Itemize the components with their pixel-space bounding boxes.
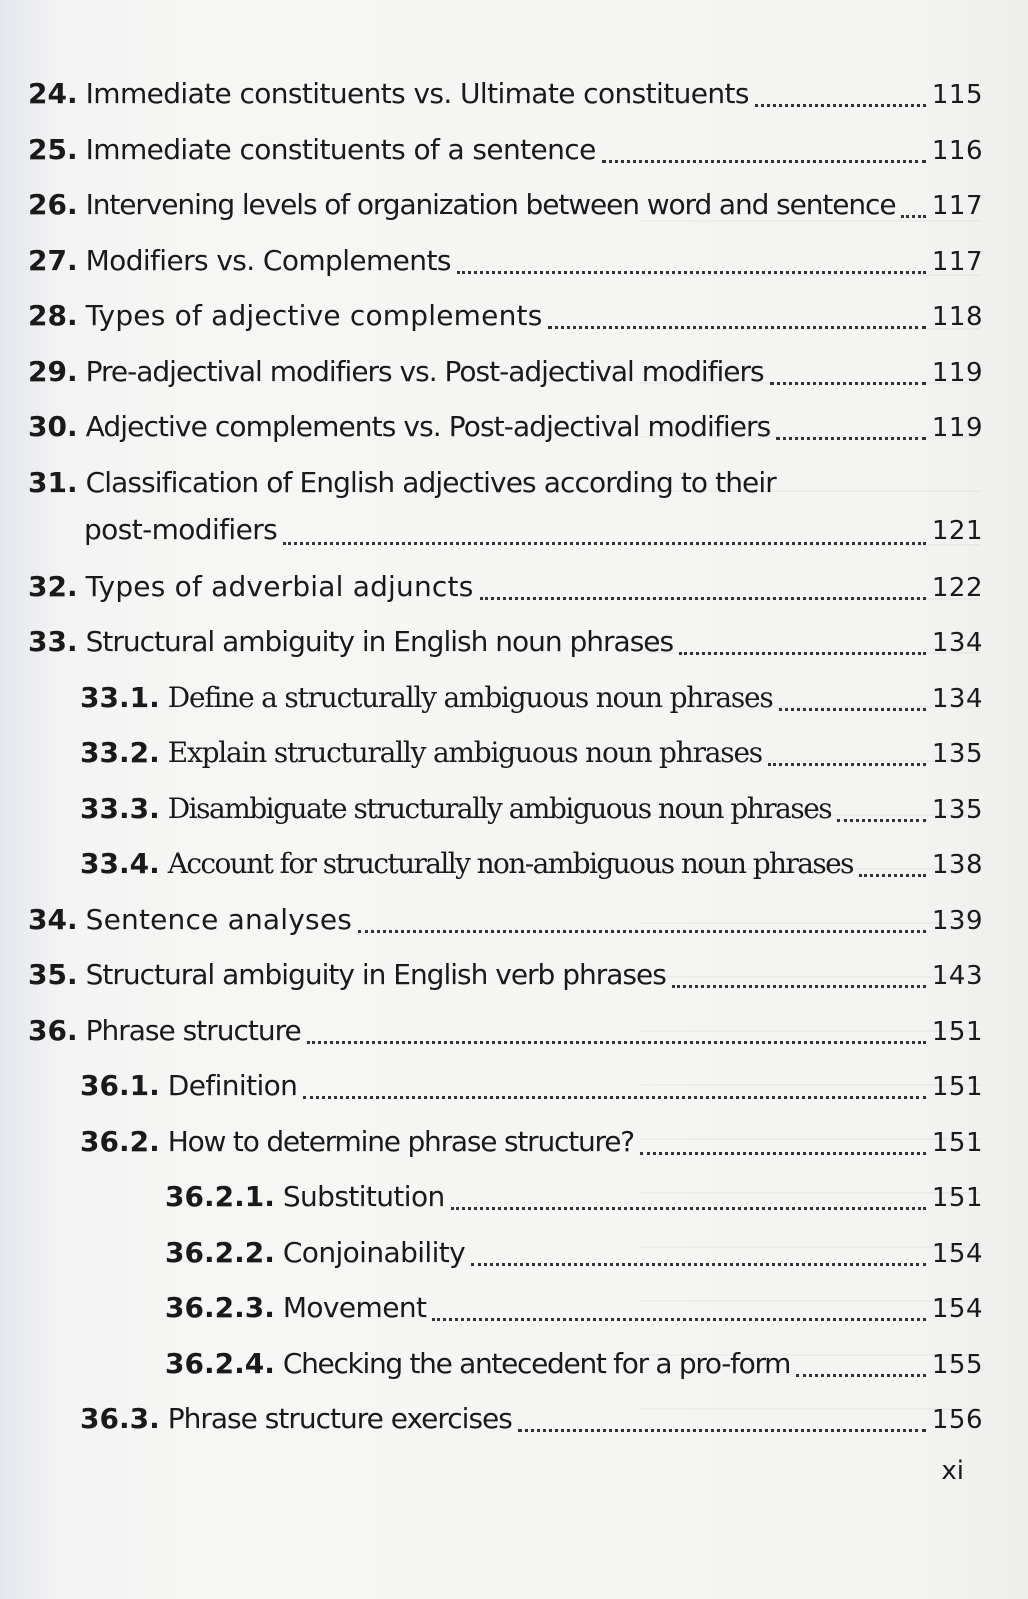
entry-title: Phrase structure exercises	[167, 1402, 512, 1435]
entry-number: 28.	[28, 299, 78, 332]
entry-page-number: 154	[931, 1238, 983, 1269]
entry-title: Types of adjective complements	[85, 299, 543, 332]
toc-entry-26	[28, 177, 983, 233]
entry-title: Pre-adjectival modifiers vs. Post-adjectival modifiers	[85, 354, 764, 388]
entry-title: Explain structurally ambiguous noun phrases	[167, 736, 762, 769]
entry-number: 33.2.	[80, 736, 160, 769]
toc-entry-24	[28, 66, 983, 122]
entry-page-number: 151	[931, 1016, 983, 1047]
entry-number: 34.	[28, 902, 78, 936]
dot-leader	[796, 1374, 926, 1377]
entry-page-number: 134	[931, 683, 983, 714]
toc-entry-36-2-1	[28, 1169, 983, 1225]
entry-page-number: 117	[931, 191, 983, 221]
entry-page-number: 138	[931, 850, 983, 880]
dot-leader	[602, 160, 926, 163]
entry-title: Substitution	[282, 1180, 445, 1213]
toc-entry-34	[28, 892, 983, 948]
dot-leader	[432, 1318, 926, 1321]
entry-page-number: 122	[931, 572, 983, 603]
entry-title: Disambiguate structurally ambiguous noun phrases	[167, 791, 832, 825]
entry-title: Definition	[167, 1069, 298, 1102]
toc-entry-25	[28, 122, 983, 178]
dot-leader	[768, 763, 926, 766]
dot-leader	[548, 326, 925, 329]
entry-page-number: 143	[931, 961, 983, 991]
entry-number: 36.	[28, 1013, 78, 1047]
entry-page-number: 119	[931, 413, 983, 443]
dot-leader	[859, 874, 926, 877]
entry-title: Structural ambiguity in English noun phrases	[85, 625, 674, 658]
dot-leader	[283, 542, 926, 545]
entry-page-number: 119	[931, 357, 983, 388]
entry-number: 25.	[28, 132, 78, 166]
entry-number: 29.	[28, 354, 78, 388]
toc-entry-29	[28, 344, 983, 400]
toc-entry-27	[28, 233, 983, 289]
entry-title: Adjective complements vs. Post-adjectival modifiers	[85, 410, 771, 443]
entry-title: Immediate constituents vs. Ultimate constituents	[85, 77, 749, 110]
dot-leader	[770, 382, 926, 385]
page-folio: xi	[941, 1456, 964, 1486]
toc-entry-36-2	[28, 1114, 983, 1170]
toc-entry-33-1	[28, 670, 983, 726]
dot-leader	[901, 215, 925, 218]
entry-page-number: 135	[931, 794, 983, 825]
entry-number: 27.	[28, 243, 78, 277]
entry-page-number: 151	[931, 1127, 983, 1158]
dot-leader	[518, 1429, 926, 1432]
entry-number: 36.3.	[80, 1402, 160, 1435]
entry-number: 31.	[28, 465, 78, 499]
entry-page-number: 151	[931, 1183, 983, 1213]
dot-leader	[480, 597, 926, 600]
dot-leader	[755, 104, 926, 107]
toc-entry-36	[28, 1003, 983, 1059]
dot-leader	[358, 930, 926, 933]
entry-title: Sentence analyses	[85, 902, 353, 936]
table-of-contents	[28, 66, 983, 1447]
entry-title: Classification of English adjectives according to their	[85, 465, 776, 499]
entry-page-number: 151	[931, 1072, 983, 1102]
toc-entry-35	[28, 947, 983, 1003]
toc-entry-33-3	[28, 781, 983, 837]
entry-page-number: 115	[931, 80, 983, 110]
toc-entry-33	[28, 614, 983, 670]
entry-page-number: 121	[931, 515, 983, 546]
dot-leader	[776, 437, 925, 440]
entry-number: 36.2.4.	[165, 1346, 275, 1380]
entry-title: Intervening levels of organization between word and sentence	[85, 188, 896, 221]
entry-title: Checking the antecedent for a pro-form	[282, 1346, 791, 1380]
toc-entry-32	[28, 559, 983, 615]
entry-number: 33.4.	[80, 847, 160, 880]
entry-page-number: 155	[931, 1349, 983, 1380]
dot-leader	[672, 985, 926, 988]
entry-number: 26.	[28, 188, 78, 221]
entry-page-number: 134	[931, 628, 983, 658]
entry-title: Immediate constituents of a sentence	[85, 132, 596, 166]
toc-entry-36-2-2	[28, 1225, 983, 1281]
dot-leader	[837, 819, 926, 822]
dot-leader	[471, 1263, 926, 1266]
entry-title: How to determine phrase structure?	[167, 1124, 634, 1158]
entry-title: Structural ambiguity in English verb phrases	[85, 958, 666, 991]
entry-page-number: 154	[931, 1294, 983, 1324]
entry-title: Phrase structure	[85, 1013, 301, 1047]
entry-number: 36.1.	[80, 1069, 160, 1102]
entry-title: Modifiers vs. Complements	[85, 243, 451, 277]
entry-title: Account for structurally non-ambiguous noun phrases	[167, 847, 853, 880]
toc-entry-36-2-3	[28, 1280, 983, 1336]
entry-number: 36.2.1.	[165, 1180, 275, 1213]
toc-entry-36-3	[28, 1391, 983, 1447]
entry-number: 36.2.	[80, 1124, 160, 1158]
dot-leader	[307, 1041, 926, 1044]
toc-entry-33-4	[28, 836, 983, 892]
toc-entry-30	[28, 399, 983, 455]
entry-number: 33.1.	[80, 680, 160, 714]
entry-number: 36.2.2.	[165, 1235, 275, 1269]
dot-leader	[640, 1152, 926, 1155]
toc-entry-33-2	[28, 725, 983, 781]
toc-entry-36-2-4	[28, 1336, 983, 1392]
dot-leader	[303, 1096, 926, 1099]
entry-page-number: 135	[931, 739, 983, 769]
entry-number: 33.	[28, 625, 78, 658]
entry-page-number: 118	[931, 302, 983, 332]
entry-title: Types of adverbial adjuncts	[85, 569, 474, 603]
entry-number: 33.3.	[80, 791, 160, 825]
entry-number: 24.	[28, 77, 78, 110]
toc-entry-28	[28, 288, 983, 344]
entry-page-number: 117	[931, 246, 983, 277]
entry-number: 30.	[28, 410, 78, 443]
dot-leader	[779, 708, 926, 711]
entry-number: 32.	[28, 569, 78, 603]
toc-entry-36-1	[28, 1058, 983, 1114]
dot-leader	[451, 1207, 926, 1210]
entry-number: 36.2.3.	[165, 1291, 275, 1324]
entry-title: Movement	[282, 1291, 427, 1324]
toc-entry-31	[28, 455, 983, 559]
entry-page-number: 116	[931, 135, 983, 166]
dot-leader	[679, 652, 926, 655]
entry-number: 35.	[28, 958, 78, 991]
entry-title: Define a structurally ambiguous noun phrases	[167, 680, 773, 714]
dot-leader	[457, 271, 926, 274]
entry-page-number: 139	[931, 905, 983, 936]
entry-page-number: 156	[931, 1405, 983, 1435]
entry-title: Conjoinability	[282, 1235, 466, 1269]
entry-title-continuation: post-modifiers	[84, 512, 278, 546]
